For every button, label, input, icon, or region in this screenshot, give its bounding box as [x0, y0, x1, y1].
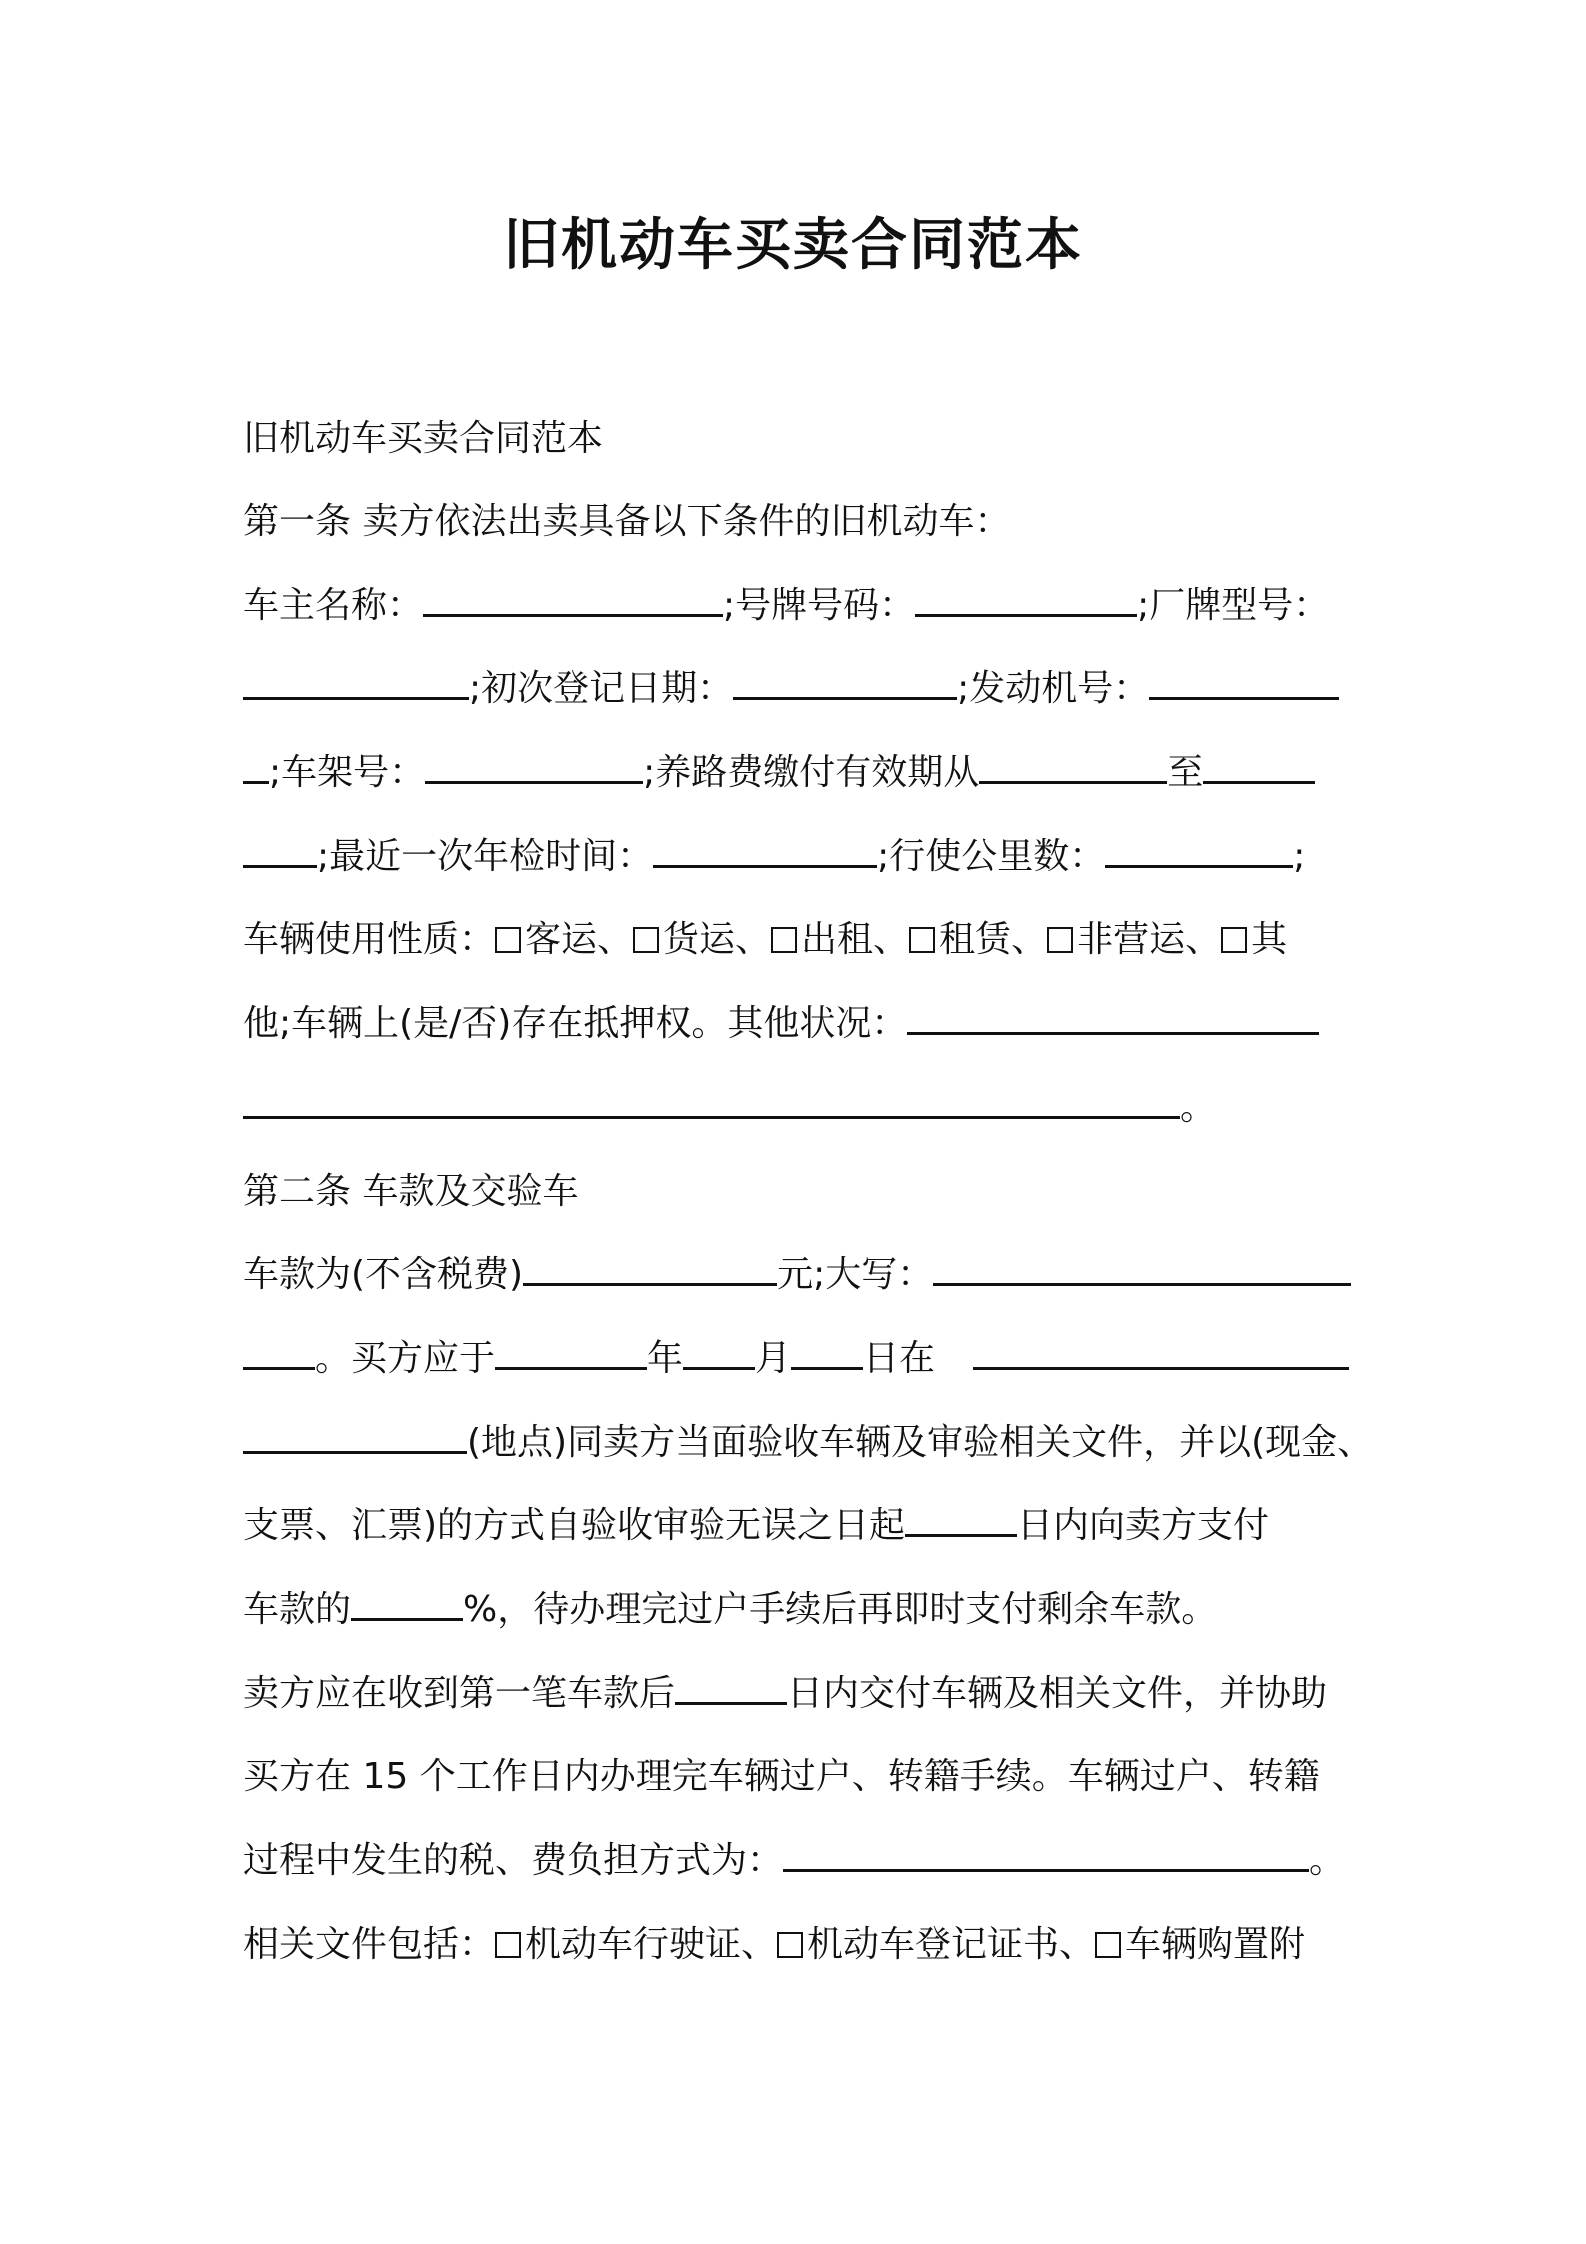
article1-line5 [243, 918, 1287, 962]
road-fee-to-blank[interactable] [1203, 751, 1315, 784]
document-title: 旧机动车买卖合同范本 [503, 213, 1083, 278]
percent-prefix: 车款的 [243, 1589, 352, 1630]
location-blank-cont[interactable] [243, 1421, 467, 1454]
month-label: 月 [755, 1338, 792, 1379]
article1-line2 [243, 667, 1339, 711]
frame-number-blank[interactable] [425, 751, 643, 784]
road-fee-to-label: 至 [1167, 752, 1204, 793]
first-registration-blank[interactable] [733, 667, 957, 700]
price-in-words-blank-cont[interactable] [243, 1337, 315, 1370]
article1-heading: 第一条 卖方依法出卖具备以下条件的旧机动车： [243, 501, 1011, 542]
delivery-text: 卖方应在收到第一笔车款后 [243, 1673, 676, 1714]
article2-line1 [243, 1253, 1351, 1297]
other-status-blank[interactable] [907, 1002, 1319, 1035]
payment-method-text: 支票、汇票)的方式自验收审验无误之日起 [243, 1505, 906, 1546]
owner-name-blank[interactable] [423, 584, 723, 617]
article2-line4 [243, 1504, 1269, 1548]
document-subtitle: 旧机动车买卖合同范本 [243, 418, 604, 459]
inspection-time-label: ;最近一次年检时间： [317, 836, 654, 877]
checkbox-other[interactable] [1221, 927, 1247, 953]
month-blank[interactable] [683, 1337, 755, 1370]
buyer-date-label: 。买方应于 [315, 1338, 496, 1379]
payment-days-blank[interactable] [905, 1504, 1017, 1537]
engine-number-blank-cont[interactable] [243, 751, 269, 784]
year-label: 年 [647, 1338, 684, 1379]
period: 。 [1309, 1840, 1346, 1881]
option-taxi: 出租、 [801, 919, 910, 960]
article1-line4 [243, 835, 1305, 879]
article1-line6 [243, 1002, 1319, 1046]
price-blank[interactable] [523, 1253, 777, 1286]
option-other: 其 [1251, 919, 1288, 960]
model-label: ;厂牌型号： [1137, 585, 1330, 626]
article1-line1 [243, 584, 1329, 628]
period: 。 [1180, 1087, 1217, 1128]
mortgage-other-status-label: 他;车辆上(是/否)存在抵押权。其他状况： [243, 1003, 908, 1044]
engine-number-blank[interactable] [1149, 667, 1339, 700]
first-registration-label: ;初次登记日期： [469, 668, 734, 709]
doc-registration-cert: 机动车登记证书、 [807, 1924, 1096, 1965]
model-blank[interactable] [243, 667, 469, 700]
article1-line7 [243, 1086, 1216, 1130]
tax-fee-label: 过程中发生的税、费负担方式为： [243, 1840, 784, 1881]
option-freight: 货运、 [663, 919, 772, 960]
road-fee-label: ;养路费缴付有效期从 [643, 752, 980, 793]
inspection-text: (地点)同卖方当面验收车辆及审验相关文件，并以(现金、 [467, 1422, 1374, 1463]
documents-label: 相关文件包括： [243, 1924, 496, 1965]
mileage-label: ;行使公里数： [877, 836, 1106, 877]
option-lease: 租赁、 [939, 919, 1048, 960]
location-blank[interactable] [973, 1337, 1349, 1370]
checkbox-lease[interactable] [909, 927, 935, 953]
checkbox-driving-license[interactable] [495, 1932, 521, 1958]
pay-seller-text: 日内向卖方支付 [1017, 1505, 1270, 1546]
usage-nature-label: 车辆使用性质： [243, 919, 496, 960]
inspection-time-blank[interactable] [653, 835, 877, 868]
article2-line8 [243, 1839, 1345, 1883]
doc-driving-license: 机动车行驶证、 [525, 1924, 778, 1965]
road-fee-from-blank[interactable] [979, 751, 1167, 784]
year-blank[interactable] [495, 1337, 647, 1370]
checkbox-taxi[interactable] [771, 927, 797, 953]
option-non-commercial: 非营运、 [1077, 919, 1222, 960]
article2-line9 [243, 1923, 1305, 1967]
article2-line7: 买方在 15 个工作日内办理完车辆过户、转籍手续。车辆过户、转籍 [243, 1756, 1320, 1797]
checkbox-non-commercial[interactable] [1047, 927, 1073, 953]
plate-number-label: ;号牌号码： [723, 585, 916, 626]
road-fee-to-blank-cont[interactable] [243, 835, 317, 868]
semicolon: ; [1293, 836, 1306, 877]
checkbox-passenger[interactable] [495, 927, 521, 953]
day-blank[interactable] [791, 1337, 863, 1370]
checkbox-freight[interactable] [633, 927, 659, 953]
percent-blank[interactable] [351, 1588, 463, 1621]
checkbox-registration-cert[interactable] [777, 1932, 803, 1958]
engine-number-label: ;发动机号： [957, 668, 1150, 709]
tax-fee-blank[interactable] [783, 1839, 1309, 1872]
article2-line6 [243, 1672, 1327, 1716]
price-in-words-blank[interactable] [933, 1253, 1351, 1286]
other-status-blank-cont[interactable] [243, 1086, 1180, 1119]
article2-line2 [243, 1337, 1349, 1381]
article2-heading: 第二条 车款及交验车 [243, 1171, 579, 1212]
article2-line3 [243, 1421, 1373, 1465]
price-in-words-label: 元;大写： [777, 1254, 934, 1295]
percent-suffix: %，待办理完过户手续后再即时支付剩余车款。 [463, 1589, 1218, 1630]
plate-number-blank[interactable] [915, 584, 1137, 617]
doc-purchase-tax: 车辆购置附 [1125, 1924, 1306, 1965]
checkbox-purchase-tax[interactable] [1095, 1932, 1121, 1958]
article2-line5 [243, 1588, 1217, 1632]
day-label: 日在 [863, 1338, 936, 1379]
delivery-text-cont: 日内交付车辆及相关文件，并协助 [787, 1673, 1328, 1714]
article1-line3 [243, 751, 1315, 795]
option-passenger: 客运、 [525, 919, 634, 960]
delivery-days-blank[interactable] [675, 1672, 787, 1705]
price-label: 车款为(不含税费) [243, 1254, 524, 1295]
frame-number-label: ;车架号： [269, 752, 426, 793]
owner-name-label: 车主名称： [243, 585, 424, 626]
mileage-blank[interactable] [1105, 835, 1293, 868]
